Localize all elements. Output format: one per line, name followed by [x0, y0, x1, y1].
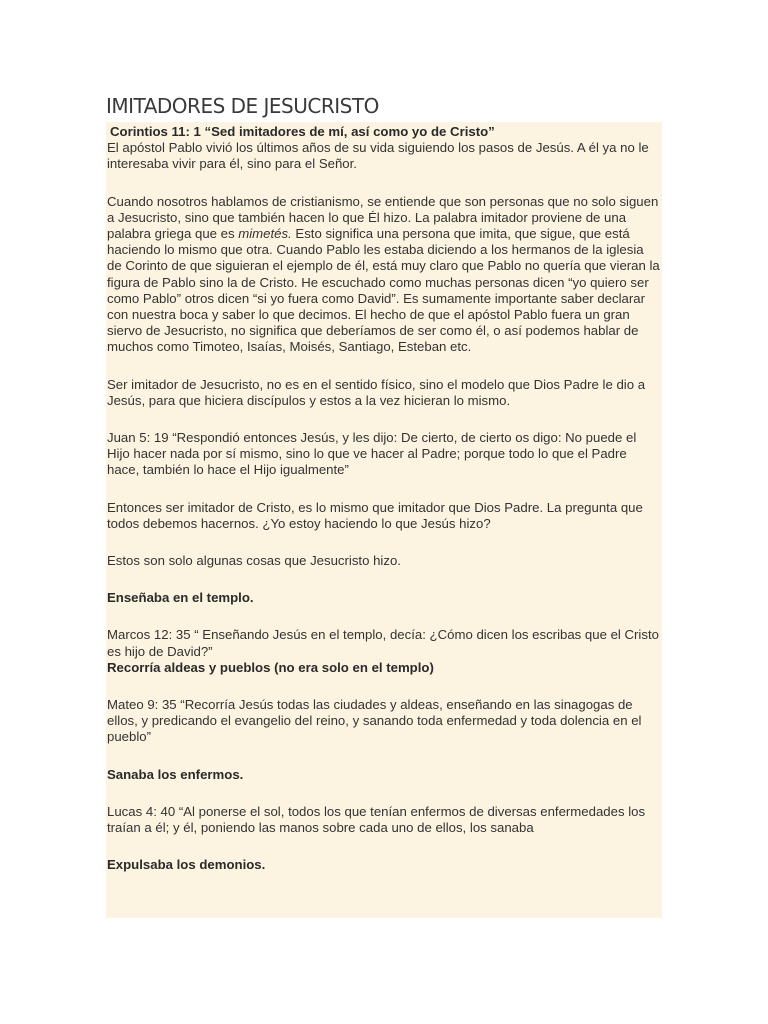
paragraph-marcos: Marcos 12: 35 “ Enseñando Jesús en el templo, decía: ¿Cómo dicen los escribas que el Cristo es hijo de David?” — [107, 627, 659, 659]
document-body — [106, 122, 662, 918]
page-title: IMITADORES DE JESUCRISTO — [106, 94, 379, 118]
paragraph-mateo: Mateo 9: 35 “Recorría Jesús todas las ciudades y aldeas, enseñando en las sinagogas de ellos, y predicando el evangelio del reino, y sanando toda enfermedad y toda dolencia en el pueblo” — [107, 697, 642, 745]
paragraph-lucas: Lucas 4: 40 “Al ponerse el sol, todos los que tenían enfermos de diversas enfermedades los traían a él; y él, poniendo las manos sobre cada uno de ellos, los sanaba — [107, 803, 646, 836]
paragraph-intro-list: Estos son solo algunas cosas que Jesucristo hizo. — [107, 553, 401, 569]
section-heading-sanaba — [107, 767, 661, 783]
paragraph-imitador-part-b: Esto significa una persona que imita, que sigue, que está haciendo lo mismo que otra. Cuando Pablo les estaba diciendo a los hermanos de la iglesia de Corinto de que siguieran el ejemplo de él, está muy claro que Pablo no quería que vieran la figura de Pablo sino la de Cristo. He escuchado como muchas personas dicen “yo quiero ser como Pablo” otros dicen “si yo fuera como David”. Es sumamente importante saber declarar con nuestra boca y saber lo que decimos. El hecho de que el apóstol Pablo fuera un gran siervo de Jesucristo, no significa que deberíamos de ser como él, o así podemos hablar de muchos como Timoteo, Isaías, Moisés, Santiago, Esteban etc. — [107, 226, 660, 355]
paragraph-imitador-part-a: Cuando nosotros hablamos de cristianismo, se entiende que son personas que no solo siguen a Jesucristo, sino que también hacen lo que Él hizo. La palabra imitador proviene de una palabra griega que es — [107, 193, 659, 242]
section-heading-sanaba-text: Sanaba los enfermos. — [107, 766, 244, 782]
intro-paragraph: El apóstol Pablo vivió los últimos años de su vida siguiendo los pasos de Jesús. A él ya no le interesaba vivir para él, sino para el Señor. — [107, 140, 649, 172]
paragraph-modelo: Ser imitador de Jesucristo, no es en el sentido físico, sino el modelo que Dios Padre le dio a Jesús, para que hiciera discípulos y estos a la vez hicieran lo mismo. — [107, 376, 646, 408]
paragraph-imitador — [107, 194, 661, 356]
verse-heading: Corintios 11: 1 “Sed imitadores de mí, así como yo de Cristo” — [110, 124, 495, 139]
section-heading-templo: Enseñaba en el templo. — [107, 590, 254, 606]
section-heading-aldeas: Recorría aldeas y pueblos (no era solo en el templo) — [107, 659, 434, 675]
paragraph-pregunta: Entonces ser imitador de Cristo, es lo mismo que imitador que Dios Padre. La pregunta que todos debemos hacernos. ¿Yo estoy haciendo lo que Jesús hizo? — [107, 499, 643, 531]
section-heading-demonios: Expulsaba los demonios. — [107, 857, 266, 873]
paragraph-juan: Juan 5: 19 “Respondió entonces Jesús, y les dijo: De cierto, de cierto os digo: No puede el Hijo hacer nada por sí mismo, sino lo que ve hacer al Padre; porque todo lo que el Padre hace, también lo hace el Hijo igualmente” — [107, 430, 637, 478]
greek-word: mimetés. — [238, 226, 292, 242]
